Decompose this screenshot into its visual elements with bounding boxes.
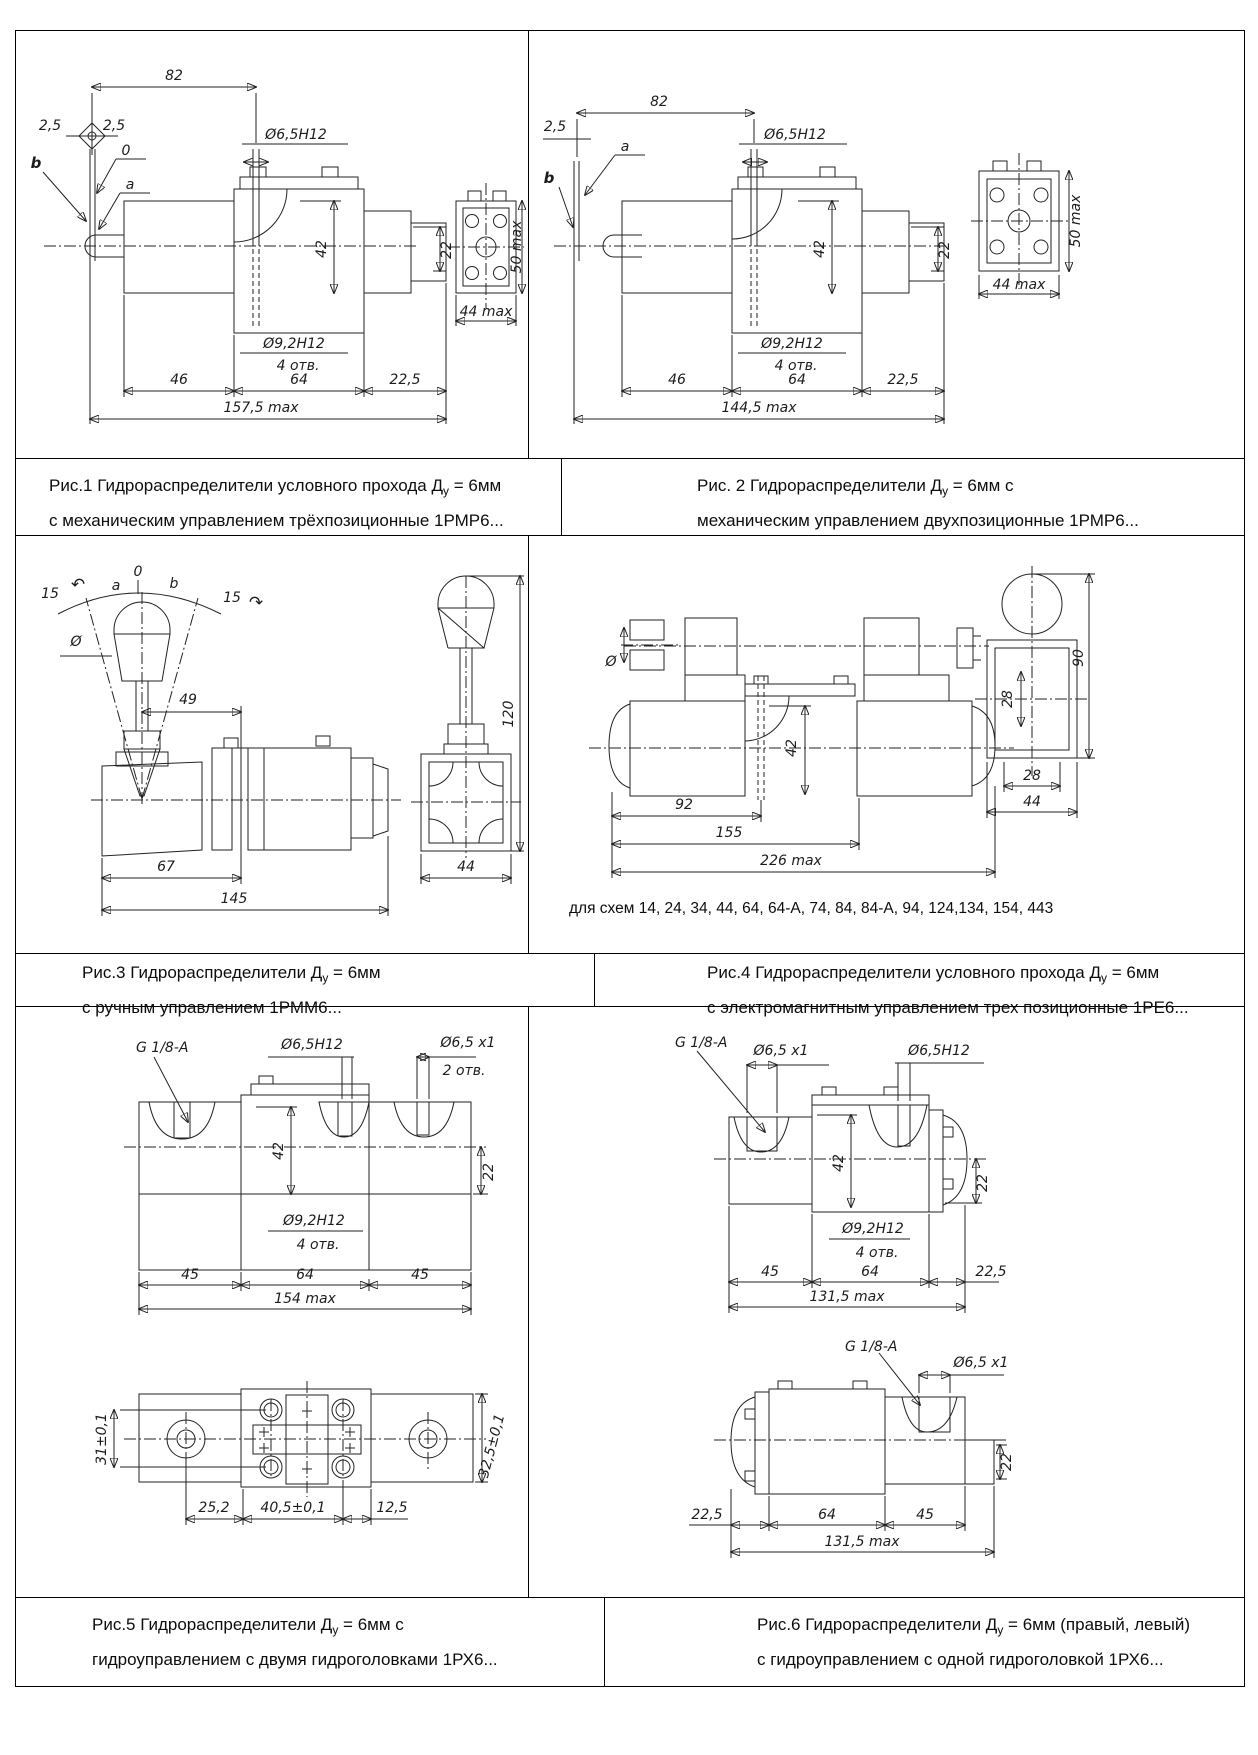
hole-callout-top: Ø6,5H12 <box>265 127 327 143</box>
dim-22-5: 22,5 <box>887 372 919 388</box>
fig4-caption-line2: с электромагнитным управлением трех позиционные 1РЕ6... <box>707 998 1189 1017</box>
label-b: b <box>169 576 179 592</box>
thread-callout-g18-top: G 1/8-A <box>675 1035 728 1051</box>
dim-45-right: 45 <box>411 1267 429 1283</box>
hole-callout-side-top: Ø6,5 х1 <box>753 1043 809 1059</box>
fig1-caption <box>16 459 562 535</box>
dim-50-max: 50 max <box>1068 194 1084 248</box>
dim-22-5: 22,5 <box>389 372 421 388</box>
fig5-cell <box>16 1007 529 1597</box>
holes-count-4: 4 отв. <box>296 1237 340 1253</box>
dim-64: 64 <box>861 1264 879 1280</box>
dim-32-5: 32,5±0,1 <box>475 1412 509 1480</box>
fig1-drawing <box>16 31 528 458</box>
dim-22: 22 <box>481 1163 497 1181</box>
fig3-lever-view <box>58 580 401 856</box>
row-3-drawings <box>16 1007 1244 1598</box>
dim-2-5: 2,5 <box>543 119 567 135</box>
fig3-front-view <box>411 576 524 884</box>
hole-callout-top: Ø6,5H12 <box>281 1037 343 1053</box>
dim-44: 44 <box>1023 794 1041 810</box>
caption-row-3 <box>16 1598 1244 1686</box>
thread-callout-g18-bottom: G 1/8-A <box>845 1339 898 1355</box>
label-b: b <box>30 154 42 172</box>
hole-callout-bottom: Ø9,2H12 <box>263 336 325 352</box>
hole-callout-h12-top: Ø6,5H12 <box>908 1043 970 1059</box>
fig1-caption-line1: Рис.1 Гидрораспределители условного прохода $Д_у = 6мм$ <box>49 476 502 498</box>
dim-2-5-right: 2,5 <box>102 118 126 134</box>
dim-28-side: 28 <box>1000 690 1016 708</box>
dim-42: 42 <box>812 240 828 258</box>
label-a: a <box>111 578 121 594</box>
dim-22: 22 <box>439 241 455 259</box>
dim-46: 46 <box>668 372 686 388</box>
rotate-ccw-icon: ↶ <box>70 575 86 595</box>
hole-callout-bottom: Ø9,2H12 <box>283 1213 345 1229</box>
fig2-caption-line2: механическим управлением двухпозиционные 1РМР6... <box>697 511 1139 530</box>
fig3-dimensions <box>102 706 388 916</box>
fig6-drawing <box>529 1007 1244 1597</box>
fig5-caption-line2: гидроуправлением с двумя гидроголовками 1РХ6... <box>92 1650 498 1669</box>
diameter-callout: Ø <box>605 654 617 670</box>
fig6-bottom-dimensions <box>689 1353 1007 1558</box>
fig2-caption <box>562 459 1258 535</box>
hole-callout-bottom: Ø9,2H12 <box>842 1221 904 1237</box>
fig5-plate-view <box>124 1381 486 1497</box>
dim-40-5: 40,5±0,1 <box>260 1500 326 1516</box>
dim-22-bottom: 22 <box>999 1453 1015 1471</box>
fig6-caption <box>605 1598 1258 1686</box>
dim-44-max: 44 max <box>459 304 513 320</box>
dim-226-max: 226 max <box>760 853 822 869</box>
holes-count-4: 4 отв. <box>855 1245 899 1261</box>
dim-15-left: 15 <box>41 586 59 602</box>
dim-155: 155 <box>715 825 743 841</box>
dim-44: 44 <box>457 859 475 875</box>
dim-120: 120 <box>501 700 517 728</box>
dim-42: 42 <box>784 739 800 757</box>
dim-42: 42 <box>314 240 330 258</box>
holes-count: 4 отв. <box>774 358 818 374</box>
fig6-top-dimensions <box>697 1051 999 1313</box>
dim-131-5-max: 131,5 max <box>809 1289 885 1305</box>
dim-44-max: 44 max <box>992 277 1046 293</box>
dim-28-bottom: 28 <box>1023 768 1041 784</box>
fig6-bottom-view <box>714 1381 1009 1494</box>
caption-row-1 <box>16 459 1244 536</box>
dim-22: 22 <box>975 1174 991 1192</box>
dim-31: 31±0,1 <box>94 1413 110 1465</box>
fig1-cell <box>16 31 529 458</box>
dim-82: 82 <box>165 68 183 84</box>
fig2-cell <box>529 31 1244 458</box>
fig2-caption-line1: Рис. 2 Гидрораспределители $Д_у = 6мм$ с <box>697 476 1014 498</box>
fig4-caption <box>595 954 1258 1017</box>
dim-22: 22 <box>937 241 953 259</box>
dim-12-5: 12,5 <box>376 1500 408 1516</box>
fig2-drawing <box>529 31 1244 458</box>
label-0: 0 <box>133 564 143 580</box>
schemes-note: для схем 14, 24, 34, 44, 64, 64-А, 74, 84, 84-А, 94, 124,134, 154, 443 <box>569 900 1054 917</box>
dim-64-bottom: 64 <box>818 1507 836 1523</box>
fig5-caption <box>16 1598 605 1686</box>
fig5-drawing <box>16 1007 528 1597</box>
label-a: a <box>620 139 630 155</box>
holes-count-2: 2 отв. <box>442 1063 486 1079</box>
holes-count: 4 отв. <box>276 358 320 374</box>
fig3-caption <box>16 954 595 1017</box>
fig6-caption-line2: с гидроуправлением с одной гидроголовкой 1РХ6... <box>757 1650 1164 1669</box>
fig2-dimensions <box>543 113 944 424</box>
dim-22-5: 22,5 <box>975 1264 1007 1280</box>
fig4-dimensions <box>612 628 995 878</box>
fig6-caption-line1: Рис.6 Гидрораспределители $Д_у = 6мм$ (правый, левый) <box>757 1615 1191 1637</box>
dim-total: 157,5 max <box>223 400 299 416</box>
dim-2-5-left: 2,5 <box>38 118 62 134</box>
label-0: 0 <box>121 143 131 159</box>
fig4-drawing <box>529 536 1244 953</box>
row-2-drawings <box>16 536 1244 954</box>
dim-92: 92 <box>675 797 693 813</box>
dim-42: 42 <box>831 1154 847 1172</box>
dim-49: 49 <box>179 692 197 708</box>
dim-67: 67 <box>157 859 175 875</box>
dim-64: 64 <box>296 1267 314 1283</box>
dim-22-5-bottom: 22,5 <box>691 1507 723 1523</box>
drawing-table <box>15 30 1245 1687</box>
hole-callout-side: Ø6,5 х1 <box>440 1035 496 1051</box>
row-1-drawings <box>16 31 1244 459</box>
fig1-caption-line2: с механическим управлением трёхпозиционные 1РМР6... <box>49 511 504 530</box>
fig3-drawing <box>16 536 528 953</box>
caption-row-2 <box>16 954 1244 1017</box>
fig2-side-view <box>554 149 944 333</box>
fig4-cell <box>529 536 1244 953</box>
hole-callout-bottom: Ø9,2H12 <box>761 336 823 352</box>
fig3-caption-line2: с ручным управлением 1РММ6... <box>82 998 342 1017</box>
fig1-side-view <box>44 117 446 333</box>
label-b: b <box>543 169 555 187</box>
fig3-caption-line1: Рис.3 Гидрораспределители $Д_у = 6мм$ <box>82 963 381 985</box>
fig4-caption-line1: Рис.4 Гидрораспределители условного прохода $Д_у = 6мм$ <box>707 963 1160 985</box>
dim-42: 42 <box>271 1142 287 1160</box>
fig3-cell <box>16 536 529 953</box>
label-a: a <box>125 177 135 193</box>
diameter-callout: Ø <box>70 634 82 650</box>
dim-64: 64 <box>788 372 806 388</box>
thread-callout-g18: G 1/8-A <box>136 1040 189 1056</box>
dim-154-max: 154 max <box>274 1291 336 1307</box>
fig6-cell <box>529 1007 1244 1597</box>
dim-15-right: 15 <box>223 590 241 606</box>
dim-45: 45 <box>761 1264 779 1280</box>
dim-90: 90 <box>1071 649 1087 667</box>
dim-45-bottom: 45 <box>916 1507 934 1523</box>
dim-46: 46 <box>170 372 188 388</box>
dim-25-2: 25,2 <box>198 1500 230 1516</box>
dim-82: 82 <box>650 94 668 110</box>
dim-64: 64 <box>290 372 308 388</box>
hole-callout-top: Ø6,5H12 <box>764 127 826 143</box>
dim-45-left: 45 <box>181 1267 199 1283</box>
dim-131-5-max-bottom: 131,5 max <box>824 1534 900 1550</box>
fig4-side-view <box>589 618 1014 800</box>
fig5-caption-line1: Рис.5 Гидрораспределители $Д_у = 6мм$ с <box>92 1615 404 1637</box>
rotate-cw-icon: ↷ <box>248 593 264 613</box>
dim-50-max: 50 max <box>509 220 525 274</box>
hole-callout-side-bottom: Ø6,5 х1 <box>953 1355 1009 1371</box>
dim-total: 144,5 max <box>721 400 797 416</box>
dim-145: 145 <box>220 891 248 907</box>
